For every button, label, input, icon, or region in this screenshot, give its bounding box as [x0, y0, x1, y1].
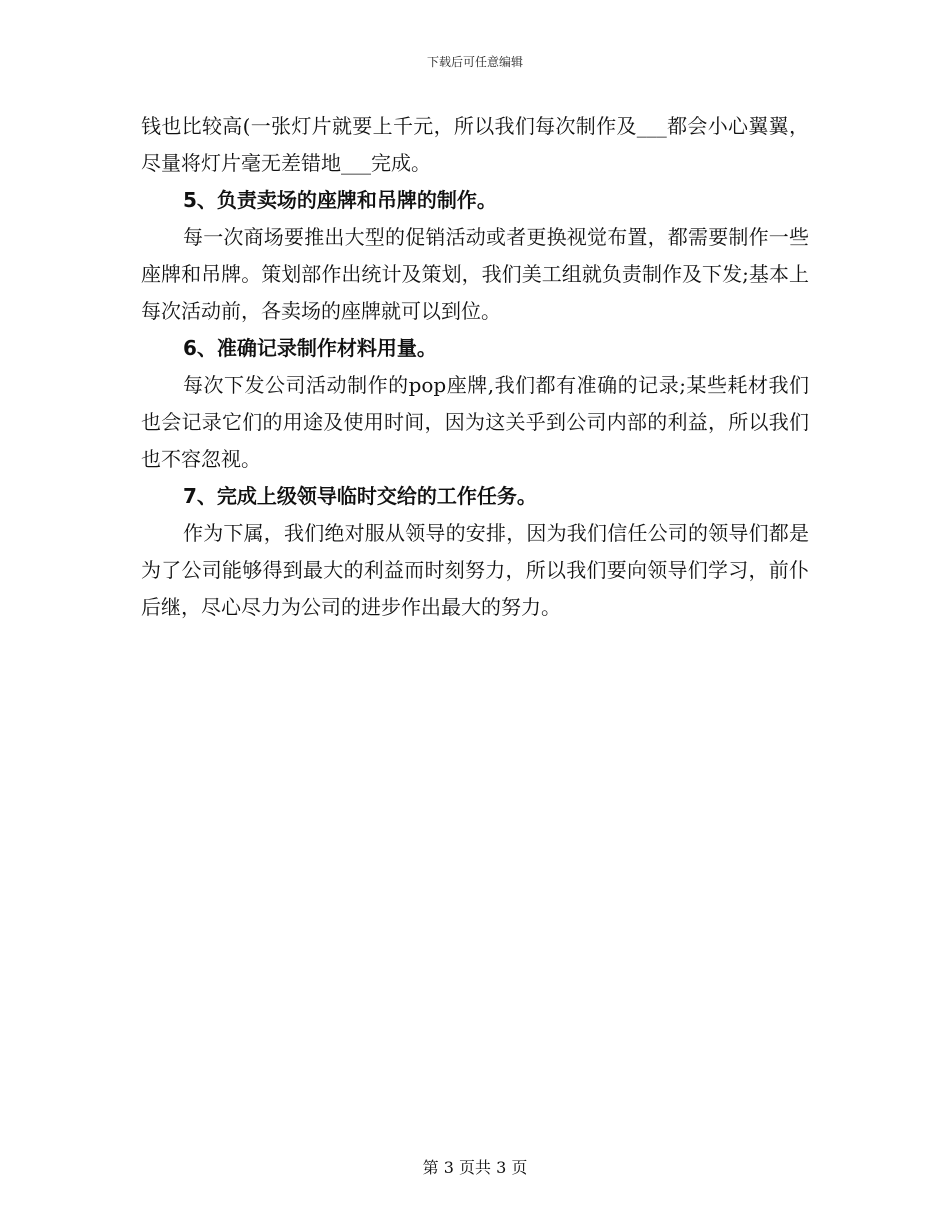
page-number: 第 3 页共 3 页 — [422, 1158, 528, 1177]
section-heading-6: 6、准确记录制作材料用量。 — [183, 336, 437, 360]
section-heading-5: 5、负责卖场的座牌和吊牌的制作。 — [183, 188, 497, 212]
section-heading-7: 7、完成上级领导临时交给的工作任务。 — [183, 484, 537, 508]
paragraph-continued: 钱也比较高(一张灯片就要上千元，所以我们每次制作及___都会小心翼翼，尽量将灯片毫无差错地___完成。 — [141, 114, 809, 175]
paragraph-7: 作为下属，我们绝对服从领导的安排，因为我们信任公司的领导们都是为了公司能够得到最大的利益而时刻努力，所以我们要向领导们学习，前仆后继，尽心尽力为公司的进步作出最大的努力。 — [141, 521, 809, 619]
paragraph-6: 每次下发公司活动制作的pop座牌,我们都有准确的记录;某些耗材我们也会记录它们的用途及使用时间，因为这关乎到公司内部的利益，所以我们也不容忽视。 — [141, 373, 809, 471]
document-body — [141, 108, 809, 626]
paragraph-5: 每一次商场要推出大型的促销活动或者更换视觉布置，都需要制作一些座牌和吊牌。策划部作出统计及策划，我们美工组就负责制作及下发;基本上每次活动前，各卖场的座牌就可以到位。 — [141, 225, 809, 323]
page-header: 下载后可任意编辑 — [426, 55, 523, 69]
